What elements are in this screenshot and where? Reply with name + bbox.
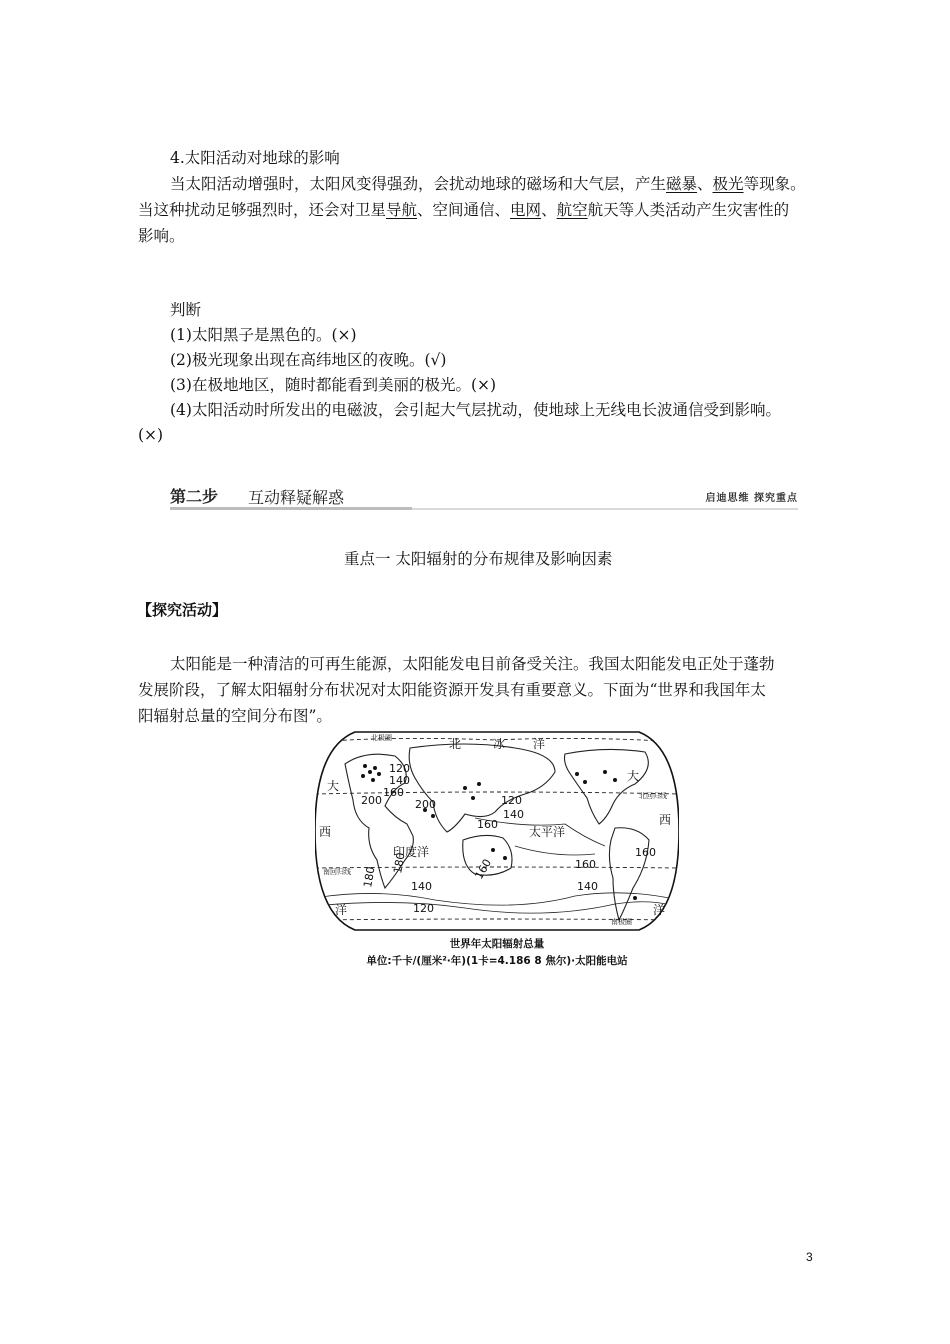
isoline-value: 120 bbox=[389, 762, 410, 775]
ocean-label-bing: 冰 bbox=[493, 737, 506, 751]
ocean-label-yang-left: 洋 bbox=[335, 903, 348, 917]
paragraph-line-1: 当太阳活动增强时，太阳风变得强劲，会扰动地球的磁场和大气层，产生磁暴、极光等现象。 bbox=[170, 175, 806, 193]
key-point-title: 重点一 太阳辐射的分布规律及影响因素 bbox=[344, 550, 613, 568]
activity-line-1: 太阳能是一种清洁的可再生能源，太阳能发电目前备受关注。我国太阳能发电正处于蓬勃 bbox=[170, 655, 775, 673]
ocean-label-yang-right: 洋 bbox=[653, 903, 666, 917]
map-svg bbox=[315, 728, 679, 934]
paragraph-line-3: 影响。 bbox=[138, 227, 185, 245]
isoline-value: 140 bbox=[503, 808, 524, 821]
isoline-value: 120 bbox=[501, 794, 522, 807]
isoline-value: 200 bbox=[361, 794, 382, 807]
ocean-label-da-right: 大 bbox=[627, 769, 640, 783]
term-aurora: 极光 bbox=[712, 175, 744, 193]
label-antarctic-circle: 南极圈 bbox=[611, 918, 632, 926]
judge-item-2: (2)极光现象出现在高纬地区的夜晚。(√) bbox=[170, 351, 447, 369]
step-banner bbox=[170, 484, 412, 510]
activity-line-3: 阳辐射总量的空间分布图”。 bbox=[138, 707, 332, 725]
isoline-value: 160 bbox=[472, 856, 495, 882]
isoline-value: 160 bbox=[383, 786, 404, 799]
isoline-value: 180 bbox=[361, 865, 378, 889]
isoline-value: 160 bbox=[477, 818, 498, 831]
label-tropic-cancer: 北回归线 bbox=[639, 792, 667, 800]
isoline-value: 120 bbox=[413, 902, 434, 915]
label-arctic-circle: 北极圈 bbox=[371, 734, 392, 742]
banner-subtitle: 启迪思维 探究重点 bbox=[705, 493, 798, 504]
ocean-label-yang-north: 洋 bbox=[533, 737, 546, 751]
world-radiation-map bbox=[315, 728, 679, 934]
term-navigation: 导航 bbox=[386, 201, 418, 219]
judge-item-4: (4)太阳活动时所发出的电磁波，会引起大气层扰动，使地球上无线电长波通信受到影响。 bbox=[170, 401, 781, 419]
term-aviation: 航空 bbox=[556, 201, 588, 219]
term-power-grid: 电网 bbox=[510, 201, 542, 219]
isoline-value: 200 bbox=[415, 798, 436, 811]
ocean-label-da-left: 大 bbox=[327, 779, 340, 793]
map-caption-unit: 单位:千卡/(厘米²·年)(1卡=4.186 8 焦尔)·太阳能电站 bbox=[366, 955, 628, 967]
isoline-value: 180 bbox=[391, 851, 408, 875]
ocean-label-xi-right: 西 bbox=[659, 813, 672, 827]
page-number: 3 bbox=[806, 1250, 813, 1264]
banner-step-label: 第二步 bbox=[170, 487, 219, 506]
ocean-label-xi-left: 西 bbox=[319, 825, 332, 839]
ocean-label-pacific: 太平洋 bbox=[529, 825, 566, 839]
map-caption-title: 世界年太阳辐射总量 bbox=[449, 938, 545, 950]
activity-label: 【探究活动】 bbox=[137, 601, 228, 619]
activity-line-2: 发展阶段，了解太阳辐射分布状况对太阳能资源开发具有重要意义。下面为“世界和我国年太 bbox=[138, 681, 766, 699]
isoline-value: 160 bbox=[635, 846, 656, 859]
step-banner-right bbox=[412, 484, 798, 510]
judge-title: 判断 bbox=[170, 301, 202, 319]
ocean-label-bei: 北 bbox=[449, 737, 462, 751]
judge-item-4-answer: (×) bbox=[138, 426, 164, 444]
banner-underline bbox=[170, 507, 412, 510]
isoline-value: 140 bbox=[577, 880, 598, 893]
isoline-value: 160 bbox=[575, 858, 596, 871]
isoline-value: 140 bbox=[411, 880, 432, 893]
ocean-label-indian: 印度洋 bbox=[393, 845, 430, 859]
judge-item-3: (3)在极地地区，随时都能看到美丽的极光。(×) bbox=[170, 376, 497, 394]
banner-title: 互动释疑解惑 bbox=[248, 488, 345, 507]
label-tropic-capricorn: 南回归线 bbox=[323, 868, 351, 876]
map-frame bbox=[315, 732, 679, 930]
isoline-value: 140 bbox=[389, 774, 410, 787]
banner-underline-right bbox=[412, 508, 798, 510]
paragraph-line-2: 当这种扰动足够强烈时，还会对卫星导航、空间通信、电网、航空航天等人类活动产生灾害性的 bbox=[138, 201, 790, 219]
section-heading: 4.太阳活动对地球的影响 bbox=[170, 149, 340, 167]
judge-item-1: (1)太阳黑子是黑色的。(×) bbox=[170, 326, 357, 344]
term-magnetic-storm: 磁暴 bbox=[666, 175, 698, 193]
